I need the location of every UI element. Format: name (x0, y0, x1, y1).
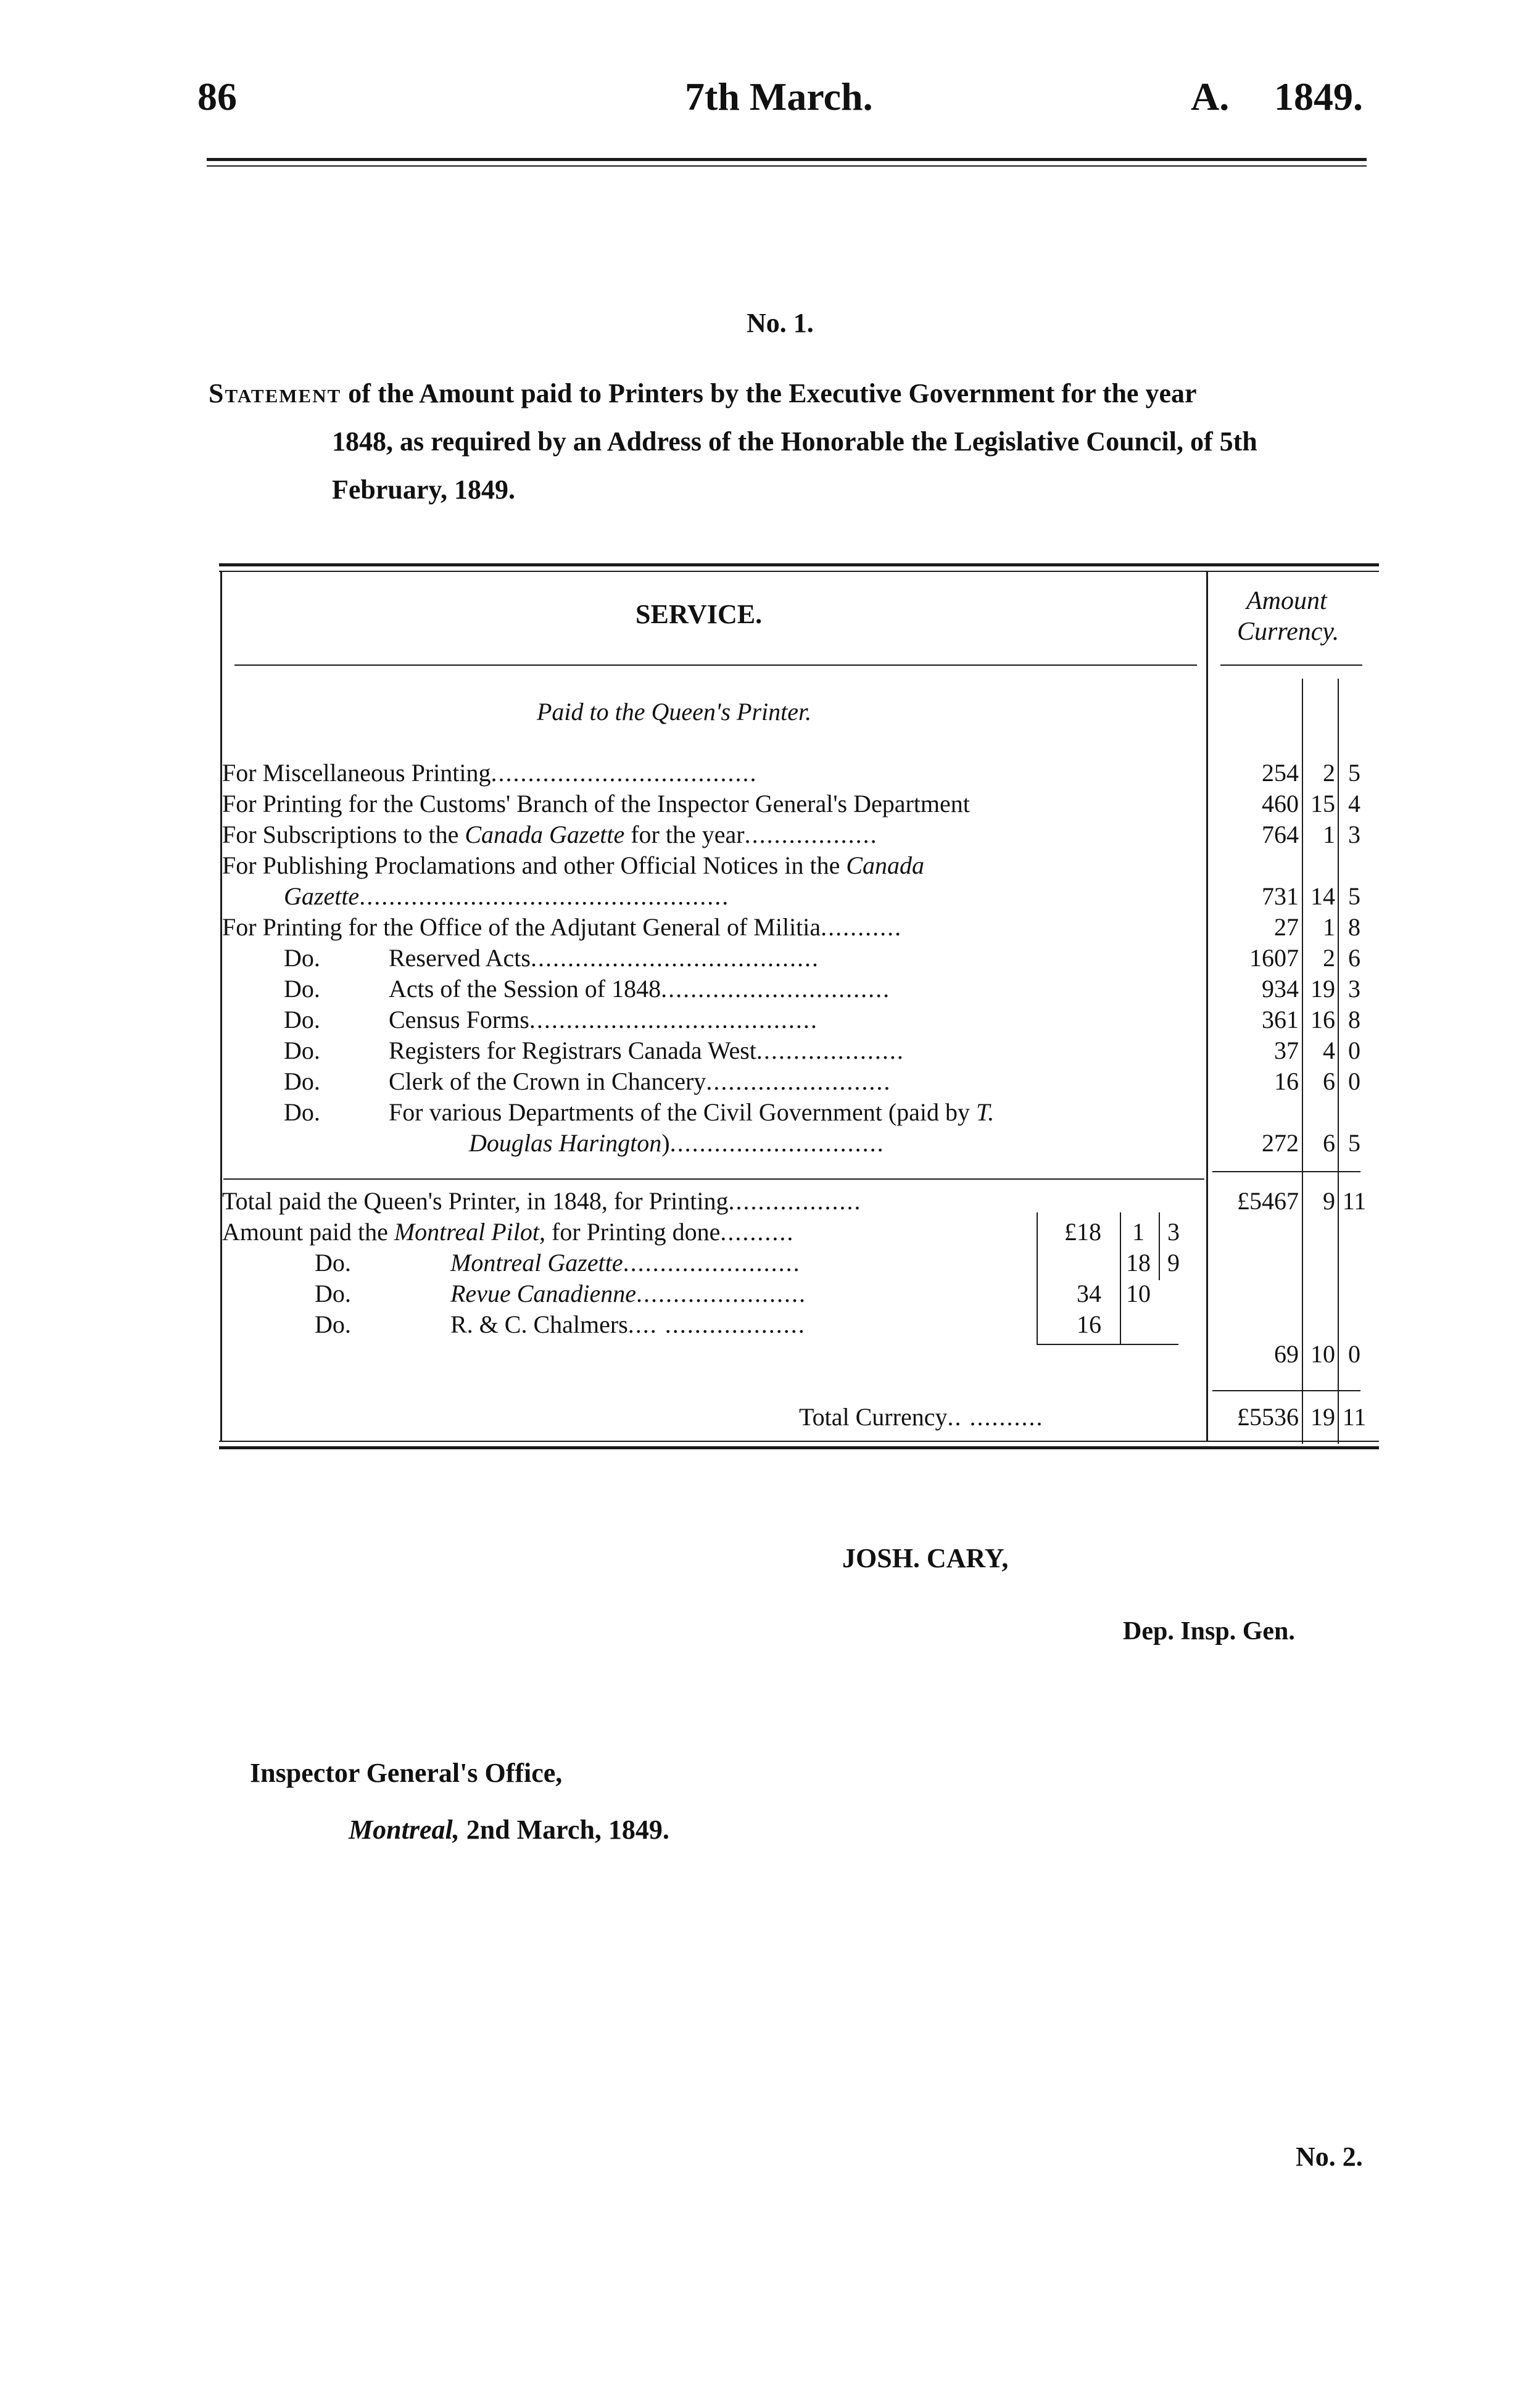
section-title: Paid to the Queen's Printer. (537, 698, 812, 726)
total-queens-printer: Total paid the Queen's Printer, in 1848, for Printing.................. (222, 1187, 862, 1215)
statement-head: Statement (209, 378, 342, 408)
sub-pounds: £18 (1064, 1218, 1101, 1246)
sub-shillings: 1 (1132, 1218, 1145, 1246)
amount-shillings: 1 (1323, 913, 1335, 941)
table-row: Do. For various Departments of the Civil Government (paid by T. (284, 1098, 995, 1126)
statement-line-1 (209, 378, 1197, 409)
sub-shillings: 10 (1126, 1280, 1151, 1307)
sub-col-bottom (1037, 1344, 1178, 1345)
amount-pounds: 1607 (1249, 944, 1299, 972)
amount-pence: 0 (1348, 1037, 1360, 1064)
signatory-title: Dep. Insp. Gen. (1123, 1617, 1295, 1646)
amount-pence: 5 (1348, 759, 1360, 787)
sub-col-left (1037, 1212, 1038, 1345)
office-name: Inspector General's Office, (250, 1758, 563, 1788)
amount-pounds: 731 (1262, 882, 1299, 910)
grand-total-pounds: £5536 (1237, 1403, 1299, 1431)
catchword: No. 2. (1296, 2142, 1363, 2172)
amount-pounds: 361 (1262, 1006, 1299, 1033)
sub-pounds: 16 (1077, 1310, 1101, 1338)
header-year-prefix: A. (1191, 75, 1230, 118)
total-pounds: £5467 (1237, 1187, 1299, 1215)
amount-column-divider (1206, 571, 1208, 1441)
total-pence: 11 (1342, 1187, 1367, 1215)
amount-pounds: 27 (1274, 913, 1299, 941)
amount-pence: 3 (1348, 821, 1360, 848)
other-subtotal-pounds: 69 (1274, 1340, 1299, 1368)
grand-total-shillings: 19 (1310, 1403, 1335, 1431)
amount-pounds: 460 (1262, 790, 1299, 818)
sub-pence: 9 (1167, 1249, 1180, 1277)
amount-pounds: 37 (1274, 1037, 1299, 1064)
amount-shillings: 6 (1323, 1129, 1335, 1157)
amount-pence: 3 (1348, 975, 1360, 1003)
amount-pence: 4 (1348, 790, 1360, 818)
amount-header-1: Amount (1246, 587, 1327, 615)
sub-pence: 3 (1167, 1218, 1180, 1246)
amount-shillings: 4 (1323, 1037, 1335, 1064)
amount-pounds: 16 (1274, 1067, 1299, 1095)
total-shillings: 9 (1323, 1187, 1335, 1215)
header-rule-thin (207, 165, 1367, 167)
table-top-rule (219, 563, 1379, 566)
amount-pounds: 272 (1262, 1129, 1299, 1157)
amount-shillings: 15 (1310, 790, 1335, 818)
other-subtotal-shillings: 10 (1310, 1340, 1335, 1368)
amount-shillings: 19 (1310, 975, 1335, 1003)
header-year: 1849. (1274, 75, 1363, 118)
table-row: Do. Registers for Registrars Canada West.................... (284, 1037, 905, 1064)
other-subtotal-pence: 0 (1348, 1340, 1360, 1368)
grand-total-pence: 11 (1342, 1403, 1367, 1431)
table-row: Gazette.................................................. (284, 882, 730, 910)
grand-total-rule (1212, 1390, 1360, 1391)
statement-line-1-rest: of the Amount paid to Printers by the Executive Government for the year (341, 378, 1197, 408)
amount-pence: 6 (1348, 944, 1360, 972)
amount-pence: 0 (1348, 1067, 1360, 1095)
table-row: For Miscellaneous Printing.................................... (222, 759, 758, 787)
amount-subtotal-rule (1212, 1171, 1360, 1172)
document-number: No. 1. (747, 308, 814, 338)
amount-pence: 5 (1348, 1129, 1360, 1157)
amount-pence: 5 (1348, 882, 1360, 910)
sub-pounds: 34 (1077, 1280, 1101, 1307)
table-row: For Publishing Proclamations and other Official Notices in the Canada (222, 851, 925, 879)
amount-header-rule (1220, 664, 1362, 666)
total-currency: Total Currency.. .......... (799, 1403, 1044, 1431)
amount-header-2: Currency. (1237, 618, 1339, 646)
sub-col-mid (1120, 1212, 1121, 1345)
table-bottom-rule (219, 1446, 1379, 1449)
sub-shillings: 18 (1126, 1249, 1151, 1277)
other-printer-row: Amount paid the Montreal Pilot, for Printing done.......... (222, 1218, 795, 1246)
other-printer-row: Do. Revue Canadienne....................... (315, 1280, 806, 1307)
table-row: For Subscriptions to the Canada Gazette for the year.................. (222, 821, 878, 848)
table-row: Do. Acts of the Session of 1848............................... (284, 975, 891, 1003)
signatory-name: JOSH. CARY, (842, 1543, 1009, 1573)
place-date: Montreal, 2nd March, 1849. (349, 1815, 669, 1845)
amount-shillings: 2 (1323, 944, 1335, 972)
amount-pence: 8 (1348, 1006, 1360, 1033)
amount-shillings: 14 (1310, 882, 1335, 910)
service-header-rule (234, 664, 1197, 666)
table-bottom-rule-thin (219, 1441, 1379, 1442)
amount-pounds: 934 (1262, 975, 1299, 1003)
amount-pounds: 764 (1262, 821, 1299, 848)
service-header: SERVICE. (635, 599, 763, 629)
statement-line-2: 1848, as required by an Address of the Honorable the Legislative Council, of 5th (332, 426, 1257, 457)
table-row: Do. Clerk of the Crown in Chancery......................... (284, 1067, 892, 1095)
header-rule (207, 158, 1367, 161)
other-printer-row: Do. R. & C. Chalmers.... ................... (315, 1310, 806, 1338)
amount-pence: 8 (1348, 913, 1360, 941)
table-row: For Printing for the Customs' Branch of the Inspector General's Department (222, 790, 970, 818)
amount-shillings: 1 (1323, 821, 1335, 848)
table-row: For Printing for the Office of the Adjutant General of Militia........... (222, 913, 903, 941)
amount-shillings: 2 (1323, 759, 1335, 787)
amount-shillings: 16 (1310, 1006, 1335, 1033)
header-date: 7th March. (685, 75, 873, 118)
sub-col-right (1159, 1212, 1160, 1280)
table-top-rule-thin (219, 571, 1379, 572)
page-number: 86 (197, 75, 237, 118)
statement-line-3: February, 1849. (332, 474, 515, 505)
amount-pounds: 254 (1262, 759, 1299, 787)
table-row: Douglas Harington)............................. (469, 1129, 885, 1157)
total-rule (223, 1178, 1204, 1180)
table-row: Do. Reserved Acts....................................... (284, 944, 819, 972)
other-printer-row: Do. Montreal Gazette........................ (315, 1249, 801, 1277)
amount-shillings: 6 (1323, 1067, 1335, 1095)
table-row: Do. Census Forms....................................... (284, 1006, 818, 1033)
